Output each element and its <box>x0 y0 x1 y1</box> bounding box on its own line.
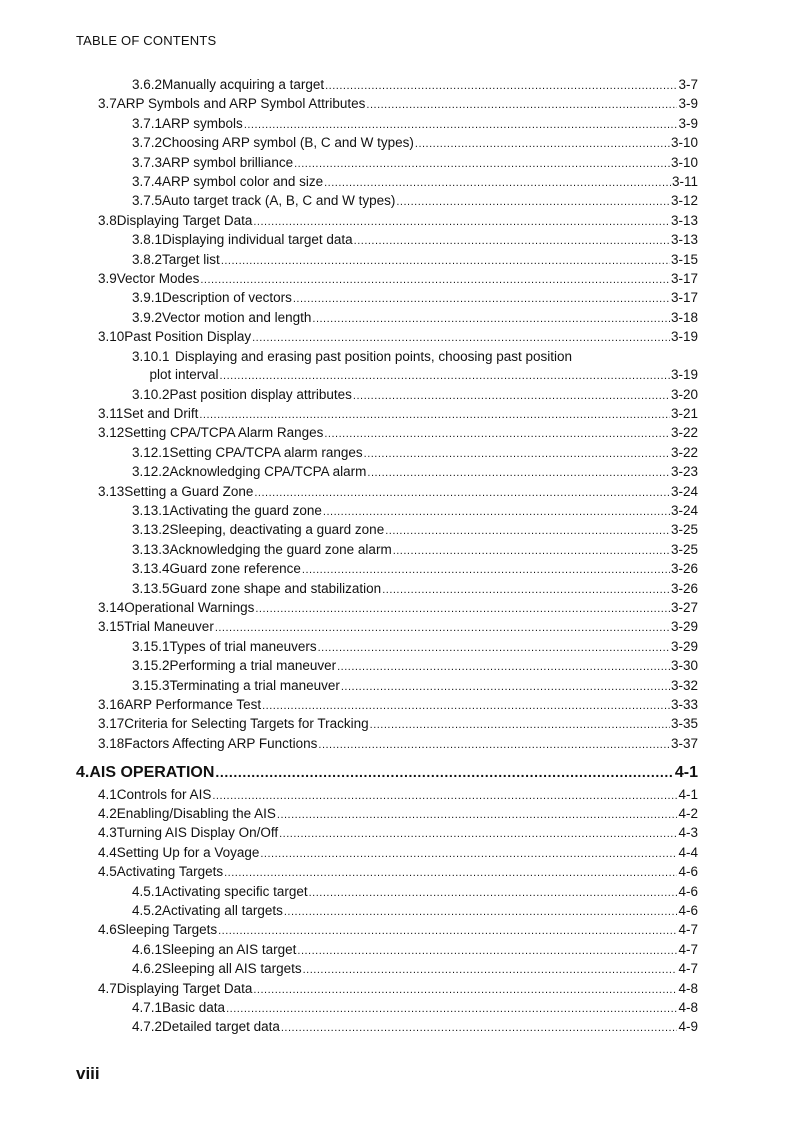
toc-entry-number: 3.10.2 <box>132 386 170 402</box>
toc-entry-page: 3-21 <box>670 406 698 421</box>
toc-entry-page: 3-27 <box>670 600 698 615</box>
toc-entry-title: Set and Drift <box>123 406 199 421</box>
toc-entry-title: Terminating a trial maneuver <box>169 677 340 693</box>
toc-entry[interactable] <box>98 805 698 824</box>
toc-entry[interactable] <box>132 231 698 250</box>
toc-entry[interactable] <box>132 76 698 95</box>
toc-entry-title: Operational Warnings <box>124 600 255 615</box>
toc-entry-page: 3-29 <box>670 638 698 654</box>
toc-entry-number: 3.11 <box>98 406 124 421</box>
dot-leader <box>415 136 670 153</box>
dot-leader <box>244 117 678 134</box>
toc-entry[interactable] <box>132 115 698 134</box>
dot-leader <box>212 788 677 805</box>
toc-entry[interactable] <box>132 638 698 657</box>
toc-entry-title: Sleeping all AIS targets <box>162 961 302 977</box>
toc-entry[interactable] <box>132 173 698 192</box>
toc-entry[interactable] <box>132 902 698 921</box>
toc-entry-title: ARP Symbols and ARP Symbol Attributes <box>116 96 366 112</box>
toc-entry-number: 3.12.2 <box>132 464 170 480</box>
toc-entry-page: 3-32 <box>670 677 698 693</box>
toc-entry-number: 3.15.1 <box>132 638 170 654</box>
toc-entry-page: 4-7 <box>678 941 698 957</box>
dot-leader <box>293 291 670 308</box>
toc-entry-page: 3-9 <box>678 115 698 131</box>
toc-entry-page: 3-12 <box>670 193 698 209</box>
toc-entry[interactable] <box>98 483 698 502</box>
dot-leader <box>318 640 670 657</box>
toc-entry[interactable] <box>98 618 698 637</box>
toc-entry-title: Sleeping, deactivating a guard zone <box>169 522 385 538</box>
toc-entry-page: 4-1 <box>678 786 698 802</box>
toc-entry[interactable] <box>132 154 698 173</box>
toc-entry-title: plot interval <box>149 367 219 383</box>
toc-entry-number: 4.7.1 <box>132 1000 163 1015</box>
toc-entry-title: Acknowledging CPA/TCPA alarm <box>169 464 367 480</box>
toc-entry[interactable] <box>132 960 698 979</box>
toc-entry-title: Past position display attributes <box>169 386 352 402</box>
toc-entry-number: 4.1 <box>98 786 117 802</box>
toc-entry[interactable] <box>132 444 698 463</box>
toc-entry-number: 3.9.1 <box>132 290 163 306</box>
toc-entry-title: Types of trial maneuvers <box>169 638 317 654</box>
toc-entry-number: 3.7.3 <box>132 154 163 170</box>
toc-entry-number: 4.5.2 <box>132 903 163 918</box>
toc-entry-number: 3.8.2 <box>132 251 163 267</box>
toc-entry-page: 3-37 <box>670 735 698 751</box>
toc-entry[interactable] <box>98 424 698 443</box>
dot-leader <box>253 982 677 999</box>
dot-leader <box>370 717 670 734</box>
toc-entry-title: Manually acquiring a target <box>162 77 325 92</box>
toc-entry-page: 3-22 <box>670 425 698 441</box>
toc-entry[interactable] <box>98 735 698 754</box>
toc-entry-title: Controls for AIS <box>116 786 212 802</box>
toc-entry-title: Description of vectors <box>162 290 292 306</box>
toc-entry-page: 4-9 <box>678 1019 698 1035</box>
toc-entry-title: Vector Modes <box>116 271 200 286</box>
toc-entry-page: 3-17 <box>670 271 698 286</box>
toc-entry-page: 3-13 <box>670 232 698 248</box>
toc-entry-number: 3.15 <box>98 619 125 635</box>
toc-entry-page: 3-22 <box>670 444 698 460</box>
toc-entry-title: Activating the guard zone <box>169 503 322 518</box>
toc-entry-number: 3.7.5 <box>132 193 163 209</box>
toc-entry-number: 3.8.1 <box>132 232 163 248</box>
toc-entry-page: 4-4 <box>678 844 698 860</box>
dot-leader <box>215 620 670 637</box>
toc-entry[interactable] <box>98 844 698 863</box>
toc-entry[interactable] <box>98 696 698 715</box>
toc-entry[interactable] <box>132 192 698 211</box>
toc-entry-page: 3-11 <box>671 174 698 189</box>
dot-leader <box>309 885 678 902</box>
toc-entry-page: 4-1 <box>674 764 698 782</box>
toc-entry-number: 4.3 <box>98 825 117 841</box>
toc-entry-page: 3-17 <box>670 290 698 306</box>
toc-entry[interactable] <box>132 463 698 482</box>
toc-entry-number: 3.18 <box>98 735 125 751</box>
toc-entry[interactable] <box>132 999 698 1018</box>
toc-entry[interactable] <box>98 980 698 999</box>
toc-entry-number: 3.13.5 <box>132 580 170 596</box>
toc-entry-number: 3.13.3 <box>132 541 170 557</box>
toc-entry[interactable] <box>132 657 698 676</box>
toc-entry-title: Displaying and erasing past position points, choosing past position <box>175 348 572 364</box>
dot-leader <box>396 194 670 211</box>
dot-leader <box>218 923 677 940</box>
toc-entry-title: Target list <box>162 251 220 267</box>
dot-leader <box>224 865 677 882</box>
dot-leader <box>226 1001 677 1018</box>
dot-leader <box>220 368 670 385</box>
toc-entry-title: Setting a Guard Zone <box>124 483 254 499</box>
toc-entry-title: Turning AIS Display On/Off <box>116 825 279 841</box>
toc-entry-number: 4.6.1 <box>132 941 163 957</box>
dot-leader <box>303 962 678 979</box>
toc-entry-page: 3-33 <box>670 697 698 712</box>
toc-entry-title: Vector motion and length <box>162 309 312 325</box>
toc-entry-number: 3.7.1 <box>132 115 163 131</box>
toc-entry-page: 4-8 <box>678 1000 698 1015</box>
toc-entry-title: Auto target track (A, B, C and W types) <box>162 193 396 209</box>
dot-leader <box>364 446 670 463</box>
toc-entry-title: Performing a trial maneuver <box>169 658 337 674</box>
dot-leader <box>324 426 670 443</box>
dot-leader <box>262 698 670 715</box>
toc-entry-number: 3.8 <box>98 212 117 228</box>
toc-entry-number: 4.6 <box>98 922 117 938</box>
toc-entry-title: Activating all targets <box>162 903 283 918</box>
toc-entry-number: 4.4 <box>98 844 117 860</box>
toc-entry-title: Trial Maneuver <box>124 619 214 635</box>
dot-leader <box>324 175 671 192</box>
toc-entry-page: 3-24 <box>670 483 698 499</box>
toc-entry-title: Activating specific target <box>162 883 308 899</box>
dot-leader <box>318 737 670 754</box>
toc-chapter-entry[interactable] <box>76 764 698 781</box>
toc-entry-number: 3.10.1 <box>132 348 170 364</box>
toc-entry-number: 3.7.2 <box>132 135 163 151</box>
toc-entry-page: 3-24 <box>670 503 698 518</box>
toc-entry-page: 3-10 <box>670 154 698 170</box>
toc-entry[interactable] <box>98 921 698 940</box>
toc-entry-number: 3.14 <box>98 600 125 615</box>
toc-entry-number: 4.6.2 <box>132 961 163 977</box>
running-header: TABLE OF CONTENTS <box>76 33 217 48</box>
toc-entry-number: 3.9 <box>98 271 117 286</box>
toc-entry-page: 3-23 <box>670 464 698 480</box>
dot-leader <box>255 601 670 618</box>
dot-leader <box>277 807 678 824</box>
toc-entry[interactable] <box>98 405 698 424</box>
toc-entry-number: 3.7.4 <box>132 174 163 189</box>
toc-entry-number: 4.2 <box>98 806 117 821</box>
toc-entry[interactable] <box>98 599 698 618</box>
toc-entry[interactable] <box>132 560 698 579</box>
dot-leader <box>281 1020 678 1037</box>
dot-leader <box>254 485 670 502</box>
toc-entry[interactable] <box>98 270 698 289</box>
page-number: viii <box>76 1064 100 1083</box>
dot-leader <box>297 943 677 960</box>
toc-entry[interactable] <box>132 289 698 308</box>
toc-entry[interactable] <box>98 328 698 347</box>
dot-leader <box>385 523 670 540</box>
toc-entry-number: 3.9.2 <box>132 309 163 325</box>
dot-leader <box>284 904 678 921</box>
toc-entry-page: 3-13 <box>670 212 698 228</box>
toc-entry-number: 4.5.1 <box>132 883 163 899</box>
toc-entry[interactable] <box>132 134 698 153</box>
toc-entry-page: 3-7 <box>678 77 698 92</box>
toc-entry[interactable] <box>132 883 698 902</box>
toc-entry[interactable] <box>132 386 698 405</box>
toc-entry-page: 4-7 <box>678 961 698 977</box>
toc-entry-page: 3-9 <box>678 96 698 112</box>
toc-entry[interactable] <box>132 677 698 696</box>
toc-entry[interactable] <box>132 348 698 365</box>
dot-leader <box>366 97 677 114</box>
toc-entry-title: Activating Targets <box>116 864 224 880</box>
toc-entry-page: 4-6 <box>678 903 698 918</box>
toc-entry-page: 4-2 <box>678 806 698 821</box>
toc-entry-title: ARP symbols <box>162 115 243 131</box>
toc-entry[interactable] <box>132 580 698 599</box>
toc-entry[interactable] <box>98 212 698 231</box>
toc-entry-number: 3.12.1 <box>132 444 170 460</box>
dot-leader <box>354 233 670 250</box>
toc-entry-page: 3-15 <box>670 251 698 267</box>
toc-entry[interactable] <box>132 541 698 560</box>
dot-leader <box>337 659 670 676</box>
toc-entry-title: Past Position Display <box>124 329 252 345</box>
dot-leader <box>294 156 670 173</box>
toc-entry-number: 3.13 <box>98 483 125 499</box>
dot-leader <box>260 846 677 863</box>
dot-leader <box>302 562 670 579</box>
toc-entry-number: 3.13.4 <box>132 561 170 577</box>
toc-entry-number: 3.16 <box>98 697 125 712</box>
toc-entry-page: 3-19 <box>670 367 698 383</box>
toc-entry-title: Basic data <box>162 1000 226 1015</box>
toc-entry-title: Guard zone shape and stabilization <box>169 580 382 596</box>
toc-entry-title: ARP symbol color and size <box>162 174 324 189</box>
toc-entry-number: 3.17 <box>98 716 125 732</box>
toc-entry[interactable] <box>98 786 698 805</box>
toc-entry-title: Choosing ARP symbol (B, C and W types) <box>162 135 414 151</box>
toc-entry-number: 4.7.2 <box>132 1019 163 1035</box>
dot-leader <box>221 253 670 270</box>
toc-entry-number: 3.15.3 <box>132 677 170 693</box>
toc-entry-number: 4. <box>76 764 90 782</box>
toc-entry-page: 3-18 <box>670 309 698 325</box>
toc-entry-page: 4-3 <box>678 825 698 841</box>
toc-entry-number: 3.12 <box>98 425 125 441</box>
toc-entry-title: Enabling/Disabling the AIS <box>116 806 276 821</box>
toc-entry[interactable] <box>132 1018 698 1037</box>
dot-leader <box>341 679 670 696</box>
toc-entry-page: 3-10 <box>670 135 698 151</box>
toc-entry-title: Setting Up for a Voyage <box>116 844 260 860</box>
dot-leader <box>367 465 670 482</box>
toc-entry-page: 4-6 <box>678 883 698 899</box>
toc-entry-title: Setting CPA/TCPA Alarm Ranges <box>124 425 324 441</box>
toc-entry-number: 3.13.2 <box>132 522 170 538</box>
toc-entry-number: 3.10 <box>98 329 125 345</box>
toc-entry-title: Displaying Target Data <box>116 212 253 228</box>
dot-leader <box>279 826 677 843</box>
dot-leader <box>323 504 670 521</box>
toc-entry-number: 3.15.2 <box>132 658 170 674</box>
dot-leader <box>393 543 670 560</box>
dot-leader <box>252 330 670 347</box>
toc-entry[interactable] <box>132 366 698 385</box>
toc-entry-title: Guard zone reference <box>169 561 301 577</box>
dot-leader <box>325 78 677 95</box>
toc-entry-title: Acknowledging the guard zone alarm <box>169 541 392 557</box>
toc-entry-page: 3-30 <box>670 658 698 674</box>
toc-entry-title: Setting CPA/TCPA alarm ranges <box>169 444 363 460</box>
toc-entry-title: Criteria for Selecting Targets for Tracking <box>124 716 369 732</box>
toc-entry[interactable] <box>98 824 698 843</box>
toc-entry-number: 3.7 <box>98 96 117 112</box>
toc-entry-title: Factors Affecting ARP Functions <box>124 735 318 751</box>
toc-entry[interactable] <box>98 715 698 734</box>
toc-entry[interactable] <box>132 309 698 328</box>
toc-entry-page: 4-6 <box>678 864 698 880</box>
toc-entry-title: ARP Performance Test <box>124 697 262 712</box>
dot-leader <box>200 272 670 289</box>
toc-entry-number: 4.7 <box>98 980 117 996</box>
toc-entry[interactable] <box>132 502 698 521</box>
toc-entry[interactable] <box>132 941 698 960</box>
toc-entry-page: 4-7 <box>678 922 698 938</box>
toc-entry[interactable] <box>132 251 698 270</box>
toc-entry-title: Displaying individual target data <box>162 232 353 248</box>
toc-entry-page: 3-19 <box>670 329 698 345</box>
toc-entry-page: 3-25 <box>670 541 698 557</box>
toc-entry-number: 3.6.2 <box>132 77 163 92</box>
toc-entry-title: Displaying Target Data <box>116 980 253 996</box>
toc-entry-title: ARP symbol brilliance <box>162 154 294 170</box>
toc-entry-page: 3-26 <box>670 561 698 577</box>
toc-entry-title: Sleeping an AIS target <box>162 941 297 957</box>
toc-entry-title: Sleeping Targets <box>116 922 218 938</box>
toc-entry-number: 3.13.1 <box>132 503 170 518</box>
toc-entry[interactable] <box>132 521 698 540</box>
toc-entry[interactable] <box>98 863 698 882</box>
toc-entry-title: AIS OPERATION <box>89 764 215 782</box>
dot-leader <box>199 407 670 424</box>
toc-entry-page: 3-29 <box>670 619 698 635</box>
toc-entry-page: 3-35 <box>670 716 698 732</box>
toc-entry[interactable] <box>98 95 698 114</box>
toc-entry-page: 3-25 <box>670 522 698 538</box>
toc-entry-title: Detailed target data <box>162 1019 280 1035</box>
dot-leader <box>215 764 673 781</box>
toc-entry-page: 3-26 <box>670 580 698 596</box>
toc-entry-page: 4-8 <box>678 980 698 996</box>
toc-entry-page: 3-20 <box>670 386 698 402</box>
dot-leader <box>382 582 670 599</box>
dot-leader <box>312 311 670 328</box>
dot-leader <box>353 388 670 405</box>
toc-entry-number: 4.5 <box>98 864 117 880</box>
dot-leader <box>253 214 670 231</box>
